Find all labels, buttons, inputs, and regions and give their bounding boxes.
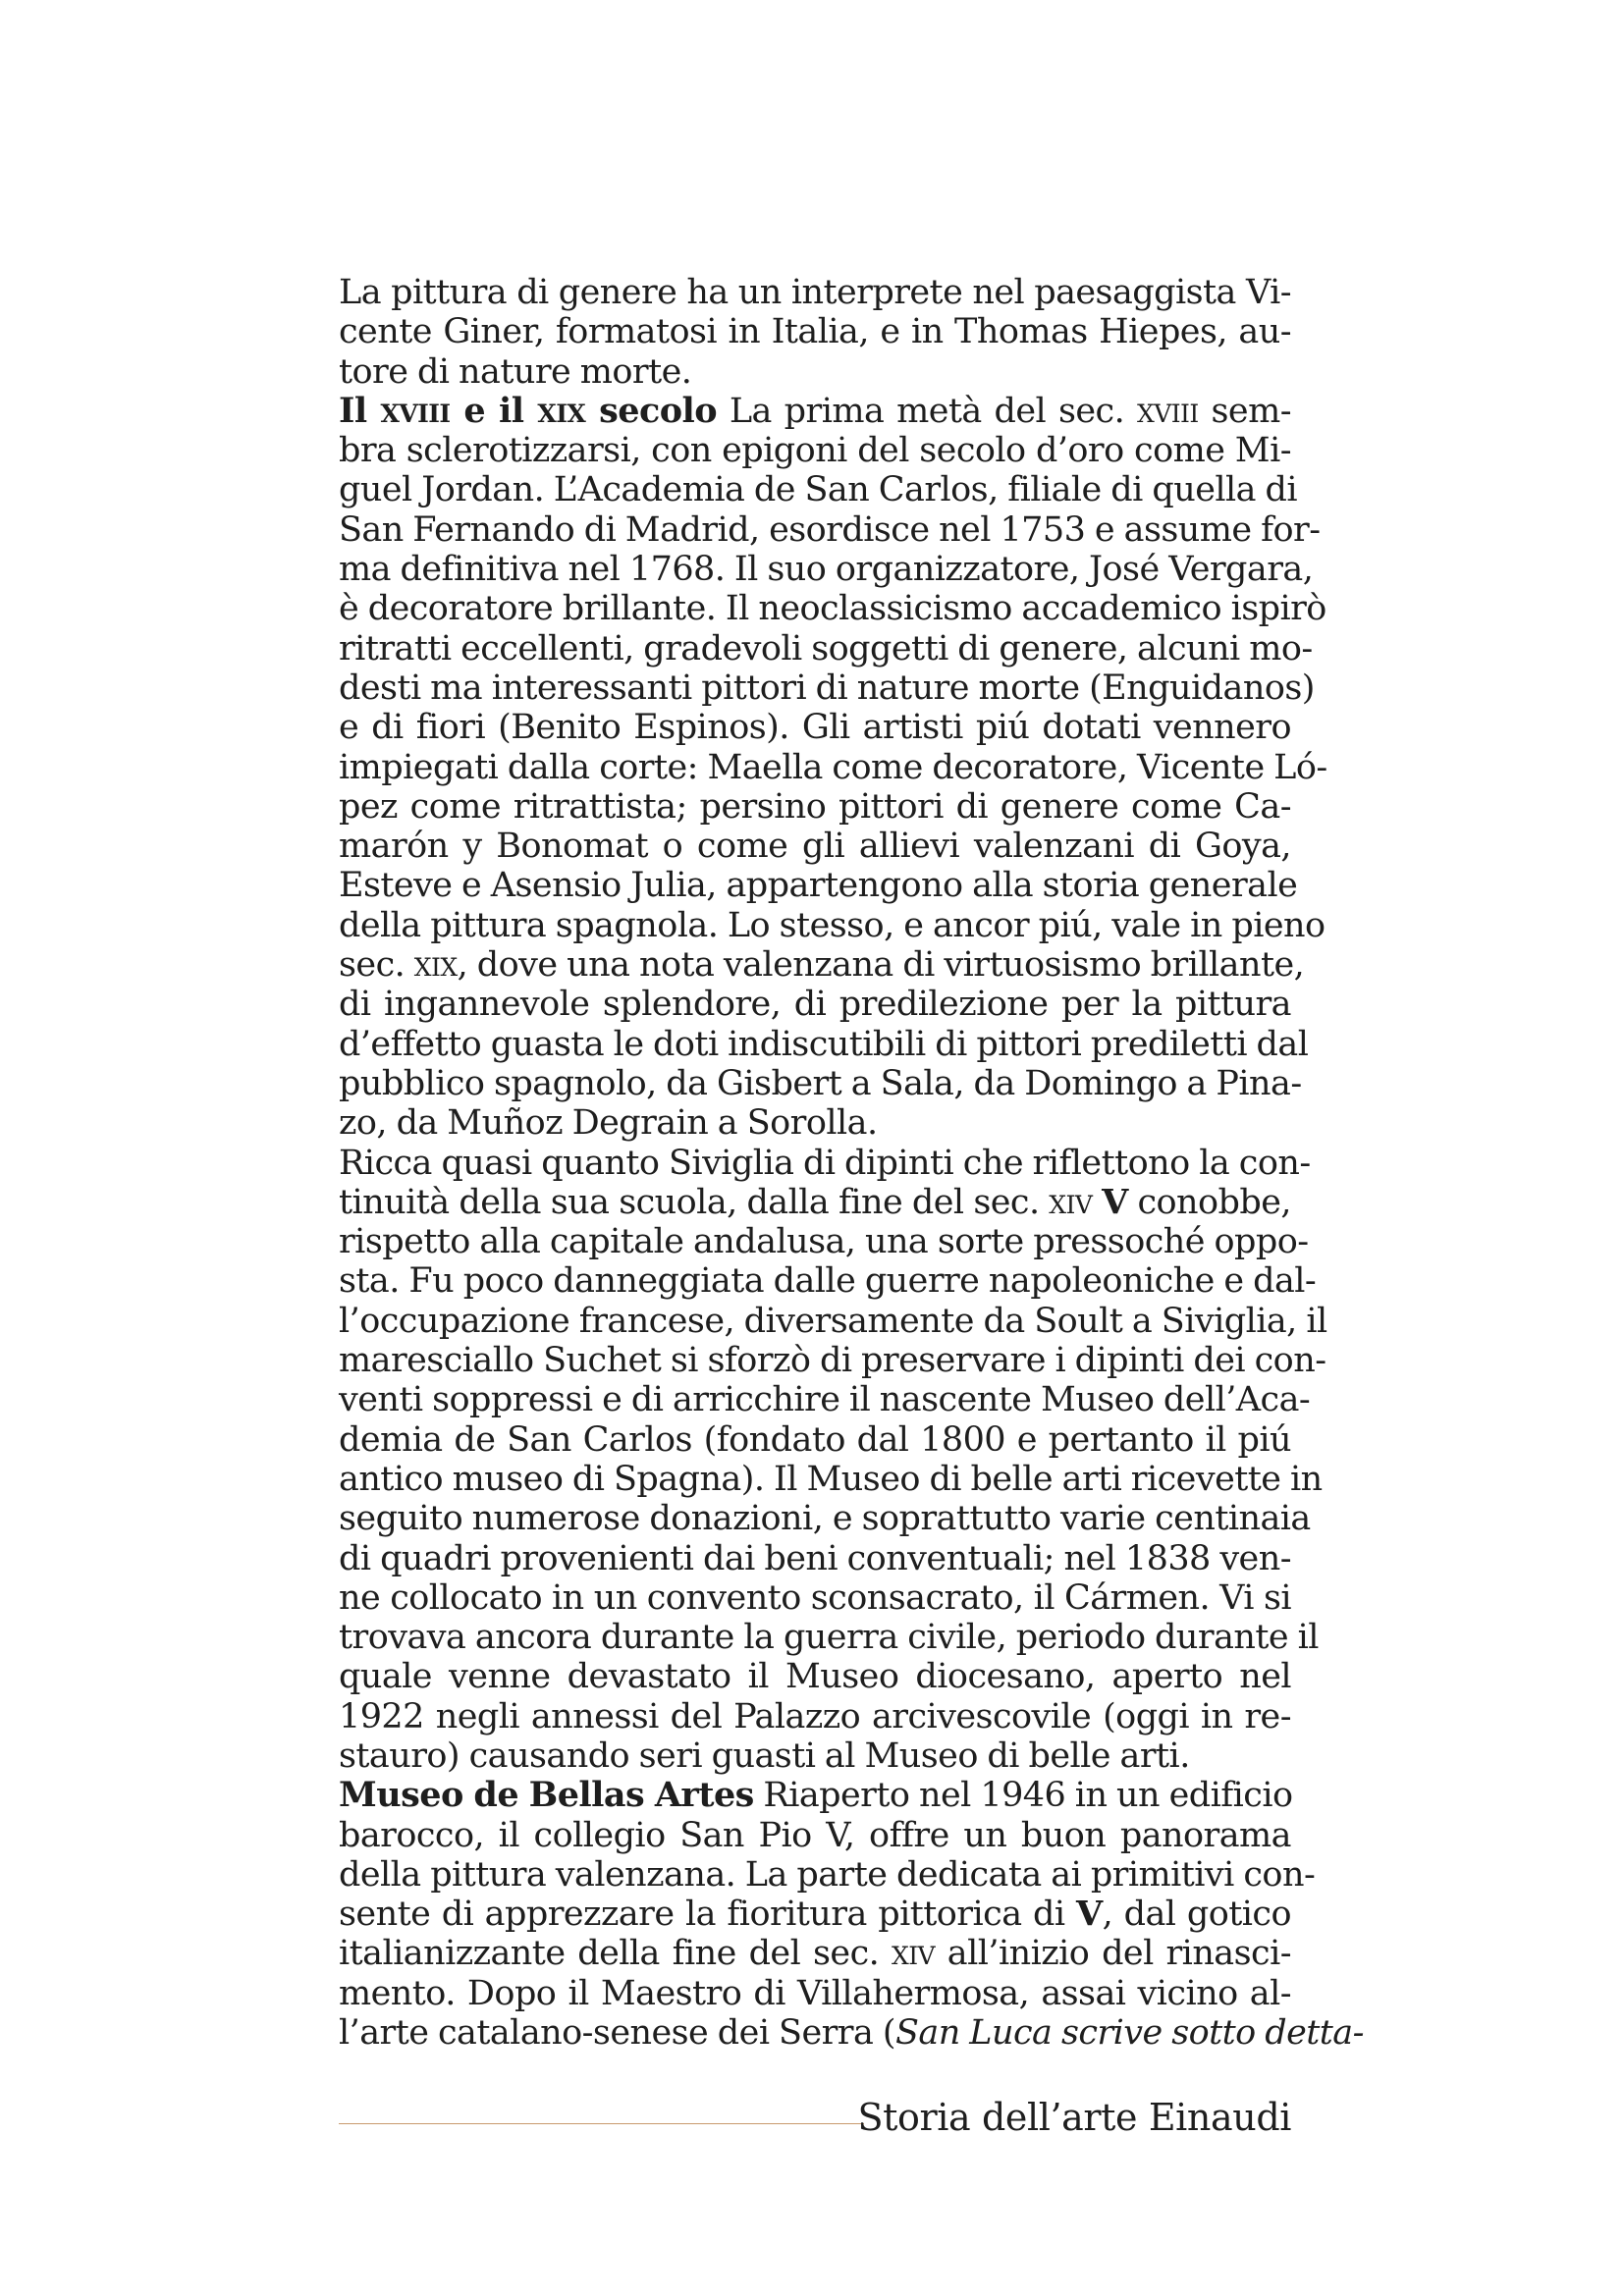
heading-part: secolo [585,390,718,431]
text-line [339,352,1291,392]
bold-term: V [1102,1181,1128,1222]
line-text: stauro) causando seri guasti al Museo di belle arti. [339,1735,1190,1776]
text-line [339,1261,1317,1302]
text-line [339,747,1327,787]
line-text: sec. [339,945,414,986]
text-line [339,1854,1316,1895]
text-line [339,945,1305,986]
text-line [339,509,1321,550]
line-text: 1922 negli annessi del Palazzo arcivescovile (oggi in re- [339,1696,1291,1736]
line-text: è decoratore brillante. Il neoclassicismo accademico ispirò [339,589,1326,629]
section-heading [339,391,717,431]
line-text: zo, da Muñoz Degrain a Sorolla. [339,1103,878,1144]
bold-term: V [1075,1894,1103,1935]
line-text: mento. Dopo il Maestro di Villahermosa, assai vicino al- [339,1973,1291,2013]
line-text: di quadri provenienti dai beni conventuali; nel 1838 ven- [339,1538,1291,1578]
text-line [339,1697,1291,1736]
text-line [339,431,1291,470]
line-text: della pittura valenzana. La parte dedicata ai primitivi con- [339,1854,1316,1895]
century-numeral: xviii [1136,391,1199,431]
text-line [339,787,1291,827]
footer-rule [339,2123,864,2124]
text-line [339,392,1291,431]
line-text: marón y Bonomat o come gli allievi valenzani di Goya, [339,827,1291,867]
text-line [339,1578,1291,1618]
line-text: all’inizio del rinasci- [935,1934,1292,1974]
heading-part: Il [339,390,381,431]
text-line [339,905,1325,945]
text-line [339,1341,1326,1381]
text-line [339,827,1291,866]
century-numeral: xiv [1049,1182,1093,1222]
line-text: La pittura di genere ha un interprete nel paesaggista Vi- [339,273,1291,312]
text-line [339,866,1298,906]
line-text: tinuità della sua scuola, dalla fine del sec. [339,1182,1050,1222]
line-text: conobbe, [1127,1182,1291,1222]
text-line [339,273,1291,312]
line-text: , dal gotico [1102,1895,1292,1935]
century-numeral: xix [413,945,458,986]
text-line [339,1934,1291,1973]
text-line [339,1974,1291,2013]
line-text: Riaperto nel 1946 in un edificio [753,1776,1293,1816]
heading-part: e il [450,390,538,431]
line-text: e di fiori (Benito Espinos). Gli artisti piú dotati vennero [339,708,1291,748]
line-text: di ingannevole splendore, di predilezione per la pittura [339,985,1291,1025]
text-line [339,312,1291,351]
line-text: bra sclerotizzarsi, con epigoni del secolo d’oro come Mi- [339,431,1291,471]
text-line [339,589,1326,629]
line-text: barocco, il collegio San Pio V, offre un buon panorama [339,1815,1291,1855]
text-line [339,470,1298,510]
bold-term: Museo de Bellas Artes [339,1775,754,1816]
line-text: ritratti eccellenti, gradevoli soggetti di genere, alcuni mo- [339,628,1313,668]
line-text: demia de San Carlos (fondato dal 1800 e pertanto il piú [339,1419,1291,1460]
century-numeral: xiv [891,1934,936,1974]
line-text: sente di apprezzare la fioritura pittorica di [339,1895,1076,1935]
line-text: seguito numerose donazioni, e soprattutto varie centinaia [339,1499,1311,1539]
heading-century: xix [537,390,586,431]
line-text: , dove una nota valenzana di virtuosismo brillante, [457,945,1305,986]
line-text: Esteve e Asensio Julia, appartengono alla storia generale [339,866,1298,906]
text-line [339,1539,1291,1578]
text-line [339,1736,1291,1776]
line-text: ne collocato in un convento sconsacrato, il Cármen. Vi si [339,1577,1291,1618]
line-text: San Fernando di Madrid, esordisce nel 1753 e assume for- [339,509,1321,550]
text-line [339,1618,1319,1658]
text-line [339,1103,1291,1143]
text-line [339,1063,1302,1103]
line-text: tore di nature morte. [339,351,692,392]
text-line [339,1024,1309,1064]
line-text: pez come ritrattista; persino pittori di genere come Ca- [339,786,1291,827]
body-text [339,273,1364,2054]
line-text: cente Giner, formatosi in Italia, e in Thomas Hiepes, au- [339,312,1291,352]
page-footer [339,2096,1291,2145]
text-line [339,708,1291,747]
footer-title: Storia dell’arte Einaudi [857,2096,1291,2139]
text-line [339,1222,1309,1262]
line-text: l’occupazione francese, diversamente da Soult a Siviglia, il [339,1301,1327,1341]
text-line [339,1183,1291,1222]
text-line [339,667,1315,708]
text-line [339,550,1314,590]
text-line [339,1380,1311,1420]
text-line [339,1816,1291,1855]
line-text: quale venne devastato il Museo diocesano, aperto nel [339,1657,1291,1697]
line-text: sta. Fu poco danneggiata dalle guerre napoleoniche e dal- [339,1261,1317,1302]
text-line [339,1420,1291,1460]
text-line [339,1776,1291,1815]
text-line [339,1301,1327,1341]
line-text: venti soppressi e di arricchire il nascente Museo dell’Aca- [339,1380,1311,1420]
text-line [339,628,1313,668]
text-line [339,1459,1323,1499]
line-text: l’arte catalano-senese dei Serra ( [339,2013,895,2054]
line-text: rispetto alla capitale andalusa, una sorte pressoché oppo- [339,1222,1309,1262]
line-text: trovava ancora durante la guerra civile, periodo durante il [339,1618,1319,1658]
text-line [339,1895,1291,1934]
line-text: ma definitiva nel 1768. Il suo organizzatore, José Vergara, [339,550,1314,590]
line-text: Ricca quasi quanto Siviglia di dipinti che riflettono la con- [339,1143,1311,1183]
line-text: d’effetto guasta le doti indiscutibili di pittori prediletti dal [339,1024,1309,1064]
italic-title: San Luca scrive sotto detta- [895,2013,1364,2054]
line-text: pubblico spagnolo, da Gisbert a Sala, da Domingo a Pina- [339,1063,1302,1103]
text-line [339,1499,1311,1539]
line-text: della pittura spagnola. Lo stesso, e ancor piú, vale in pieno [339,905,1325,945]
line-text: sem- [1198,391,1292,431]
text-line [339,1657,1291,1696]
line-text: italianizzante della fine del sec. [339,1934,892,1974]
text-line [339,1143,1311,1183]
line-text: impiegati dalla corte: Maella come decoratore, Vicente Ló- [339,747,1327,787]
line-text: antico museo di Spagna). Il Museo di belle arti ricevette in [339,1459,1323,1499]
text-line [339,2013,1364,2054]
line-text: guel Jordan. L’Academia de San Carlos, filiale di quella di [339,470,1298,510]
line-text: La prima metà del sec. [717,391,1137,431]
line-text: maresciallo Suchet si sforzò di preservare i dipinti dei con- [339,1341,1326,1381]
line-text: desti ma interessanti pittori di nature morte (Enguidanos) [339,667,1315,708]
line-text [1092,1183,1102,1222]
heading-century: xviii [380,390,451,431]
text-line [339,985,1291,1024]
